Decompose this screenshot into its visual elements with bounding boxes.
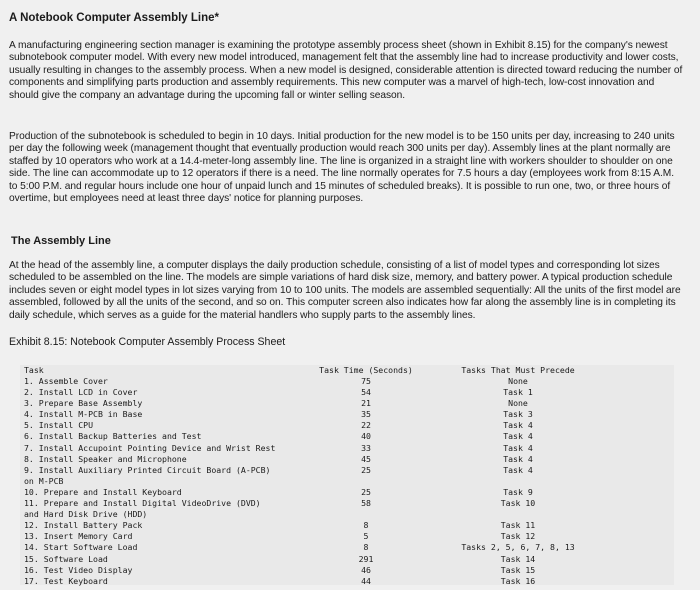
task-name-cell: 4. Install M-PCB in Base (24, 409, 143, 420)
task-time-cell: 25 (361, 486, 371, 497)
task-time-cell: 25 (361, 464, 371, 475)
precedence-cell: Task 1 (503, 387, 533, 398)
section-heading: The Assembly Line (11, 235, 111, 247)
task-time-cell: 8 (363, 542, 369, 553)
task-column (24, 365, 314, 587)
time-header: Task Time (Seconds) (319, 365, 413, 375)
precedence-cell (452, 476, 584, 487)
task-name-cell: 7. Install Accupoint Pointing Device and Wrist Rest (24, 442, 276, 453)
task-time-cell: 35 (361, 409, 371, 420)
precedence-cell: Task 10 (500, 498, 536, 509)
task-time-cell: 40 (361, 431, 371, 442)
task-name-cell: on M-PCB (24, 475, 64, 486)
task-name-cell: 15. Software Load (24, 553, 108, 564)
task-time-cell: 33 (361, 442, 371, 453)
task-time-cell: 46 (361, 564, 371, 575)
task-name-cell: and Hard Disk Drive (HDD) (24, 509, 148, 520)
task-name-cell: 16. Test Video Display (24, 564, 133, 575)
task-time-cell: 5 (363, 531, 369, 542)
assembly-paragraph: At the head of the assembly line, a computer displays the daily production schedule, consisting of a list of model types and corresponding lot sizes scheduled to be assembled on the line. The models are simple variations of hard disk size, memory, and battery power. A typical production schedule includes seven or eight model types in lot sizes varying from 10 to 100 units. The models are assembled sequentially: All the units of the first model are assembled, followed by all the units of the second, and so on. This computer screen also indicates how far along the assembly line is in completing its daily schedule, which serves as a guide for the material handlers who supply parts to the assembly lines. (9, 260, 681, 321)
precedence-cell: Task 11 (500, 520, 536, 531)
precedence-cell: Task 9 (503, 486, 533, 497)
task-name-cell: 17. Test Keyboard (24, 575, 108, 586)
precede-column (452, 365, 584, 587)
precedence-cell: Task 12 (500, 531, 536, 542)
task-name-cell: 13. Insert Memory Card (24, 531, 133, 542)
task-header: Task (24, 365, 44, 375)
task-time-cell: 8 (363, 520, 369, 531)
task-time-cell: 44 (361, 575, 371, 586)
task-name-cell: 3. Prepare Base Assembly (24, 398, 143, 409)
task-time-cell: 58 (361, 498, 371, 509)
precedence-cell: None (508, 376, 528, 386)
task-name-cell: 11. Prepare and Install Digital VideoDrive (DVD) (24, 498, 261, 509)
task-name-cell: 6. Install Backup Batteries and Test (24, 431, 202, 442)
precedence-cell: Task 4 (503, 420, 533, 431)
task-name-cell: 2. Install LCD in Cover (24, 387, 138, 398)
task-name-cell: 14. Start Software Load (24, 542, 138, 553)
precedence-cell (452, 509, 584, 520)
case-title: A Notebook Computer Assembly Line* (9, 12, 220, 24)
task-name-cell: 5. Install CPU (24, 420, 94, 431)
task-time-cell: 54 (361, 387, 371, 398)
intro-paragraph: A manufacturing engineering section manager is examining the prototype assembly process sheet (shown in Exhibit 8.15) for the company's newest subnotebook computer model. With every new model introduced, management felt that the assembly line had to increase productivity and lower costs, usually resulting in changes to the assembly process. When a new model is designed, considerable attention is directed toward reducing the number of components and simplifying parts production and assembly requirements. This new computer was a marvel of high-tech, low-cost innovation and should give the company an advantage during the upcoming fall or winter selling season. (9, 40, 683, 101)
precedence-cell: Task 14 (500, 553, 536, 564)
precedence-cell: Task 3 (503, 409, 533, 420)
task-time-cell: 45 (361, 453, 371, 464)
precedence-cell: Task 4 (503, 431, 533, 442)
precede-header: Tasks That Must Precede (461, 365, 575, 375)
task-time-cell (316, 509, 416, 520)
precedence-cell: Tasks 2, 5, 6, 7, 8, 13 (461, 542, 575, 553)
precedence-cell: Task 16 (500, 575, 536, 586)
precedence-cell: None (508, 398, 528, 409)
task-name-cell: 12. Install Battery Pack (24, 520, 143, 531)
task-time-cell (316, 476, 416, 487)
precedence-cell: Task 4 (503, 442, 533, 453)
task-time-cell: 291 (358, 553, 374, 564)
task-name-cell: 10. Prepare and Install Keyboard (24, 486, 182, 497)
task-name-cell: 8. Install Speaker and Microphone (24, 453, 187, 464)
precedence-cell: Task 15 (500, 564, 536, 575)
precedence-cell: Task 4 (503, 453, 533, 464)
production-paragraph: Production of the subnotebook is scheduled to begin in 10 days. Initial production for the new model is to be 150 units per day, increasing to 240 units per day the following week (management thought that eventually production would reach 300 units per day). Assembly lines at the plant normally are staffed by 10 operators who work at a 14.4-meter-long assembly line. The line is organized in a straight line with workers shoulder to shoulder on one side. The line can accommodate up to 12 operators if there is a need. The line normally operates for 7.5 hours a day (employees work from 8:15 A.M. to 5:00 P.M. and regular hours include one hour of unpaid lunch and 15 minutes of scheduled breaks). It is possible to run one, two, or three hours of overtime, but employees need at least three days' notice for planning purposes. (9, 131, 675, 205)
task-time-cell: 21 (361, 398, 371, 409)
task-name-cell: 9. Install Auxiliary Printed Circuit Board (A-PCB) (24, 464, 271, 475)
exhibit-caption: Exhibit 8.15: Notebook Computer Assembly Process Sheet (9, 336, 286, 348)
task-time-cell: 75 (361, 376, 371, 386)
precedence-cell: Task 4 (503, 464, 533, 475)
task-time-cell: 22 (361, 420, 371, 431)
task-name-cell: 1. Assemble Cover (24, 376, 108, 386)
time-column (316, 365, 416, 587)
